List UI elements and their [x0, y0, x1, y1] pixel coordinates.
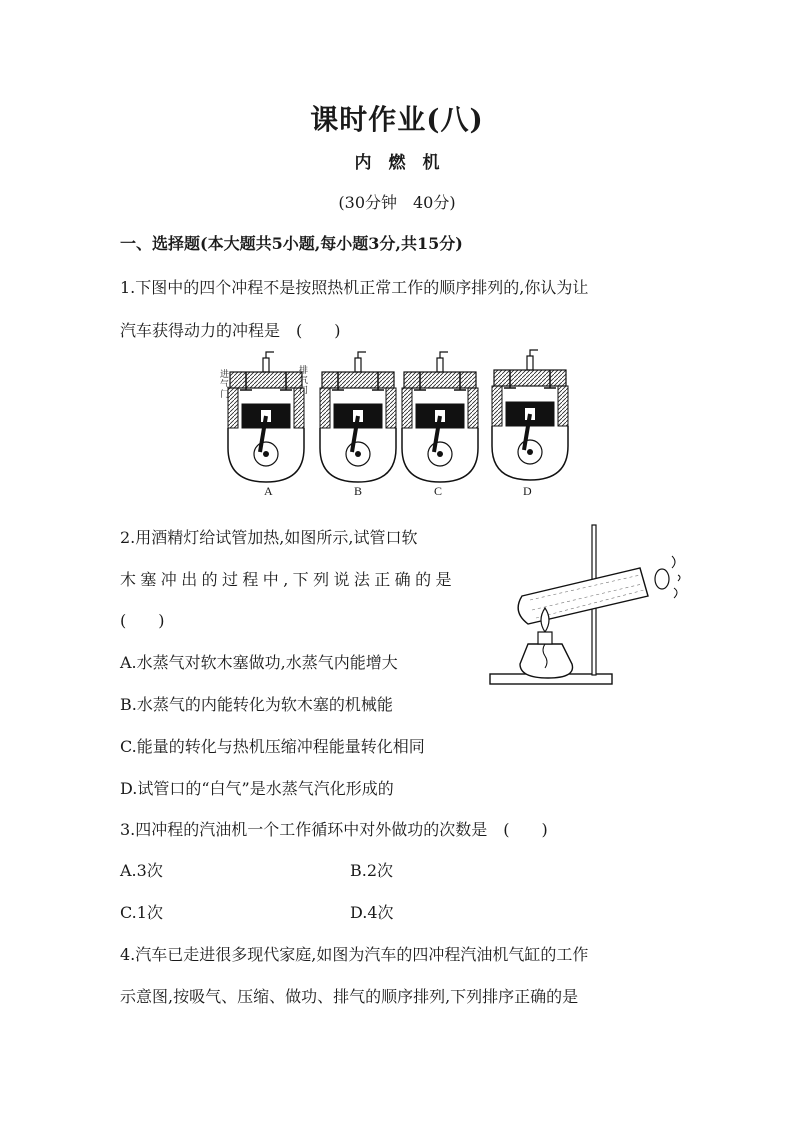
figure-label-a: A: [264, 484, 273, 498]
question-2-option-b: B.水蒸气的内能转化为软木塞的机械能: [120, 695, 393, 714]
figure-label-b: B: [354, 484, 363, 498]
intake-valve-label: 进气门: [220, 370, 230, 400]
question-3-line-1: 3.四冲程的汽油机一个工作循环中对外做功的次数是 ( ): [120, 820, 548, 839]
question-2-line-3: ( ): [120, 611, 165, 630]
question-1-line-1: 1.下图中的四个冲程不是按照热机正常工作的顺序排列的,你认为让: [120, 278, 589, 297]
question-2-option-a: A.水蒸气对软木塞做功,水蒸气内能增大: [120, 653, 398, 672]
question-3-option-b: B.2次: [350, 861, 394, 880]
lesson-subtitle: 内 燃 机: [354, 153, 440, 173]
question-4-line-1: 4.汽车已走进很多现代家庭,如图为汽车的四冲程汽油机气缸的工作: [120, 945, 589, 964]
question-2-line-1: 2.用酒精灯给试管加热,如图所示,试管口软: [120, 528, 418, 547]
section-heading: 一、选择题(本大题共5小题,每小题3分,共15分): [120, 234, 463, 253]
question-3-option-a: A.3次: [120, 861, 163, 880]
question-2-option-d: D.试管口的“白气”是水蒸气汽化形成的: [120, 779, 394, 798]
question-3-option-c: C.1次: [120, 903, 163, 922]
exhaust-valve-label: 排气门: [299, 366, 309, 396]
question-1-line-2: 汽车获得动力的冲程是 ( ): [120, 321, 341, 340]
question-2-line-2: 木塞冲出的过程中,下列说法正确的是: [120, 570, 456, 589]
figure-label-d: D: [523, 484, 532, 498]
question-3-option-d: D.4次: [350, 903, 394, 922]
question-4-line-2: 示意图,按吸气、压缩、做功、排气的顺序排列,下列排序正确的是: [120, 987, 579, 1006]
question-2-option-c: C.能量的转化与热机压缩冲程能量转化相同: [120, 737, 425, 756]
time-score-note: (30分钟 40分): [338, 193, 456, 212]
figure-label-c: C: [434, 484, 443, 498]
page-title: 课时作业(八): [310, 103, 484, 136]
